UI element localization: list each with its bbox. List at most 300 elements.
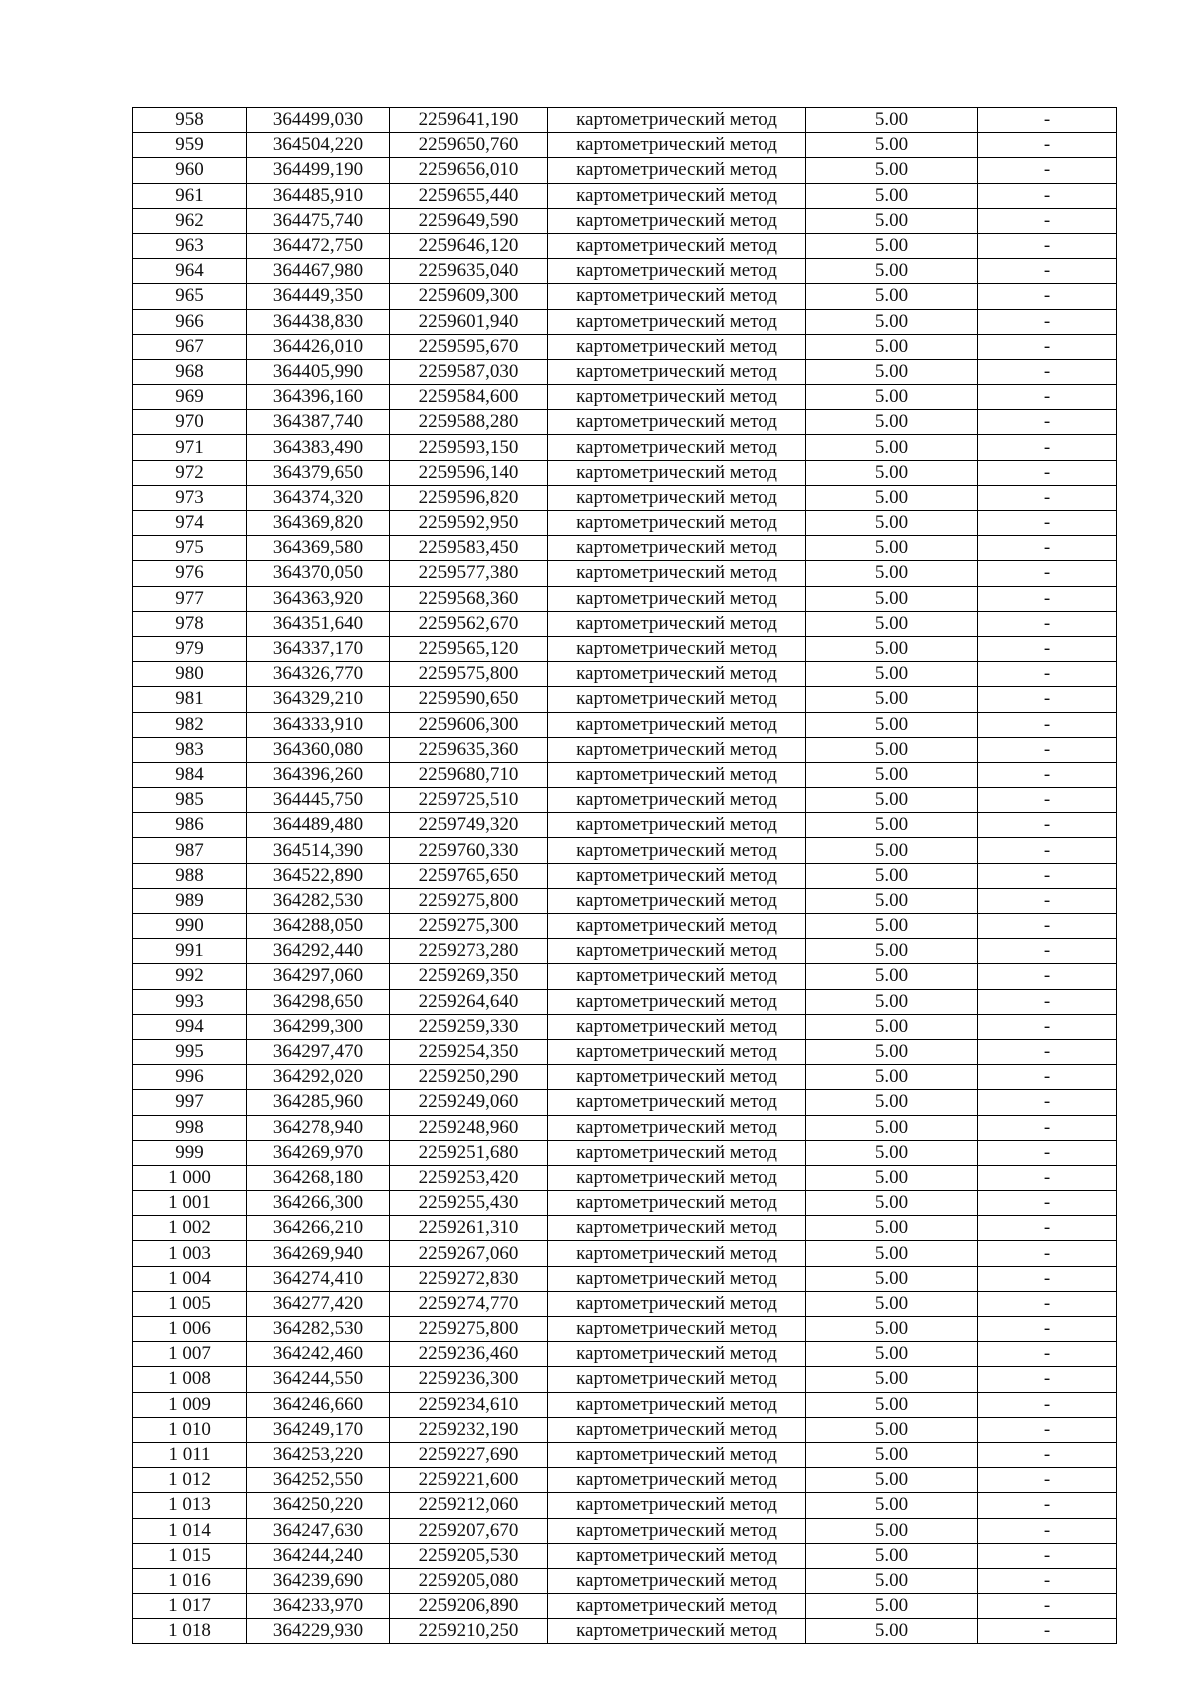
cell-coord-y: 2259248,960 [390, 1115, 548, 1140]
cell-method: картометрический метод [548, 737, 806, 762]
cell-method: картометрический метод [548, 1140, 806, 1165]
cell-method: картометрический метод [548, 1090, 806, 1115]
cell-accuracy: 5.00 [806, 1165, 978, 1190]
cell-method: картометрический метод [548, 208, 806, 233]
cell-accuracy: 5.00 [806, 1241, 978, 1266]
cell-coord-x: 364292,440 [247, 939, 390, 964]
cell-accuracy: 5.00 [806, 435, 978, 460]
cell-method: картометрический метод [548, 813, 806, 838]
cell-method: картометрический метод [548, 788, 806, 813]
cell-coord-y: 2259655,440 [390, 183, 548, 208]
cell-coord-x: 364282,530 [247, 888, 390, 913]
cell-point-number: 970 [133, 410, 247, 435]
cell-note: - [978, 133, 1117, 158]
cell-point-number: 979 [133, 636, 247, 661]
table-row [133, 989, 1117, 1014]
cell-coord-x: 364514,390 [247, 838, 390, 863]
cell-point-number: 993 [133, 989, 247, 1014]
table-row [133, 284, 1117, 309]
cell-coord-x: 364360,080 [247, 737, 390, 762]
cell-method: картометрический метод [548, 914, 806, 939]
cell-accuracy: 5.00 [806, 359, 978, 384]
cell-note: - [978, 838, 1117, 863]
cell-coord-x: 364475,740 [247, 208, 390, 233]
cell-method: картометрический метод [548, 611, 806, 636]
cell-point-number: 985 [133, 788, 247, 813]
table-row [133, 1140, 1117, 1165]
cell-coord-y: 2259227,690 [390, 1442, 548, 1467]
cell-point-number: 989 [133, 888, 247, 913]
cell-accuracy: 5.00 [806, 208, 978, 233]
cell-note: - [978, 1342, 1117, 1367]
table-row [133, 737, 1117, 762]
table-row [133, 1090, 1117, 1115]
cell-coord-y: 2259275,800 [390, 1317, 548, 1342]
cell-note: - [978, 309, 1117, 334]
cell-note: - [978, 611, 1117, 636]
cell-coord-y: 2259205,530 [390, 1543, 548, 1568]
cell-point-number: 978 [133, 611, 247, 636]
cell-coord-x: 364274,410 [247, 1266, 390, 1291]
table-row [133, 1468, 1117, 1493]
cell-note: - [978, 1619, 1117, 1644]
cell-note: - [978, 460, 1117, 485]
cell-accuracy: 5.00 [806, 536, 978, 561]
cell-accuracy: 5.00 [806, 1417, 978, 1442]
cell-accuracy: 5.00 [806, 1014, 978, 1039]
cell-method: картометрический метод [548, 1115, 806, 1140]
table-row [133, 1216, 1117, 1241]
cell-coord-y: 2259596,140 [390, 460, 548, 485]
cell-coord-x: 364504,220 [247, 133, 390, 158]
cell-point-number: 987 [133, 838, 247, 863]
cell-coord-x: 364285,960 [247, 1090, 390, 1115]
cell-accuracy: 5.00 [806, 611, 978, 636]
cell-accuracy: 5.00 [806, 1090, 978, 1115]
table-row [133, 158, 1117, 183]
cell-point-number: 981 [133, 687, 247, 712]
cell-method: картометрический метод [548, 385, 806, 410]
cell-point-number: 1 010 [133, 1417, 247, 1442]
cell-accuracy: 5.00 [806, 737, 978, 762]
cell-coord-y: 2259236,460 [390, 1342, 548, 1367]
cell-method: картометрический метод [548, 762, 806, 787]
cell-note: - [978, 334, 1117, 359]
table-row [133, 762, 1117, 787]
cell-note: - [978, 863, 1117, 888]
cell-point-number: 980 [133, 662, 247, 687]
cell-method: картометрический метод [548, 1291, 806, 1316]
cell-coord-y: 2259641,190 [390, 108, 548, 133]
cell-coord-x: 364250,220 [247, 1493, 390, 1518]
cell-point-number: 977 [133, 586, 247, 611]
cell-method: картометрический метод [548, 964, 806, 989]
cell-coord-y: 2259250,290 [390, 1065, 548, 1090]
table-row [133, 1417, 1117, 1442]
cell-coord-x: 364337,170 [247, 636, 390, 661]
cell-coord-y: 2259588,280 [390, 410, 548, 435]
cell-point-number: 994 [133, 1014, 247, 1039]
table-row [133, 359, 1117, 384]
table-row [133, 914, 1117, 939]
cell-note: - [978, 1417, 1117, 1442]
cell-point-number: 1 012 [133, 1468, 247, 1493]
cell-coord-x: 364249,170 [247, 1417, 390, 1442]
cell-accuracy: 5.00 [806, 259, 978, 284]
cell-accuracy: 5.00 [806, 964, 978, 989]
cell-method: картометрический метод [548, 636, 806, 661]
cell-point-number: 1 008 [133, 1367, 247, 1392]
cell-point-number: 983 [133, 737, 247, 762]
cell-coord-y: 2259649,590 [390, 208, 548, 233]
cell-coord-y: 2259206,890 [390, 1594, 548, 1619]
cell-coord-y: 2259609,300 [390, 284, 548, 309]
cell-coord-x: 364244,550 [247, 1367, 390, 1392]
cell-accuracy: 5.00 [806, 1367, 978, 1392]
cell-note: - [978, 284, 1117, 309]
cell-method: картометрический метод [548, 259, 806, 284]
cell-coord-y: 2259210,250 [390, 1619, 548, 1644]
cell-point-number: 962 [133, 208, 247, 233]
cell-coord-x: 364297,060 [247, 964, 390, 989]
cell-accuracy: 5.00 [806, 133, 978, 158]
cell-point-number: 1 016 [133, 1568, 247, 1593]
cell-point-number: 966 [133, 309, 247, 334]
cell-coord-y: 2259646,120 [390, 233, 548, 258]
cell-accuracy: 5.00 [806, 1392, 978, 1417]
cell-coord-x: 364282,530 [247, 1317, 390, 1342]
table-row [133, 636, 1117, 661]
cell-note: - [978, 1039, 1117, 1064]
cell-method: картометрический метод [548, 712, 806, 737]
cell-note: - [978, 989, 1117, 1014]
cell-method: картометрический метод [548, 1594, 806, 1619]
cell-coord-y: 2259275,800 [390, 888, 548, 913]
cell-coord-x: 364268,180 [247, 1165, 390, 1190]
cell-point-number: 967 [133, 334, 247, 359]
cell-accuracy: 5.00 [806, 1543, 978, 1568]
cell-note: - [978, 233, 1117, 258]
table-row [133, 1039, 1117, 1064]
cell-coord-x: 364369,580 [247, 536, 390, 561]
cell-coord-y: 2259583,450 [390, 536, 548, 561]
cell-coord-y: 2259272,830 [390, 1266, 548, 1291]
cell-method: картометрический метод [548, 1317, 806, 1342]
cell-note: - [978, 359, 1117, 384]
cell-method: картометрический метод [548, 1342, 806, 1367]
table-row [133, 586, 1117, 611]
cell-coord-x: 364266,210 [247, 1216, 390, 1241]
cell-accuracy: 5.00 [806, 1518, 978, 1543]
cell-point-number: 963 [133, 233, 247, 258]
cell-note: - [978, 1090, 1117, 1115]
cell-accuracy: 5.00 [806, 233, 978, 258]
cell-point-number: 1 004 [133, 1266, 247, 1291]
cell-accuracy: 5.00 [806, 1065, 978, 1090]
cell-method: картометрический метод [548, 1266, 806, 1291]
cell-accuracy: 5.00 [806, 561, 978, 586]
cell-note: - [978, 1594, 1117, 1619]
table-row [133, 813, 1117, 838]
cell-coord-y: 2259725,510 [390, 788, 548, 813]
cell-method: картометрический метод [548, 158, 806, 183]
cell-point-number: 974 [133, 511, 247, 536]
cell-note: - [978, 108, 1117, 133]
table-row [133, 662, 1117, 687]
cell-point-number: 1 018 [133, 1619, 247, 1644]
cell-note: - [978, 762, 1117, 787]
cell-coord-x: 364522,890 [247, 863, 390, 888]
cell-coord-x: 364449,350 [247, 284, 390, 309]
cell-coord-y: 2259259,330 [390, 1014, 548, 1039]
cell-method: картометрический метод [548, 1543, 806, 1568]
cell-coord-y: 2259212,060 [390, 1493, 548, 1518]
cell-method: картометрический метод [548, 359, 806, 384]
cell-coord-x: 364298,650 [247, 989, 390, 1014]
cell-coord-y: 2259267,060 [390, 1241, 548, 1266]
table-row [133, 1014, 1117, 1039]
cell-method: картометрический метод [548, 1392, 806, 1417]
table-row [133, 1241, 1117, 1266]
table-row [133, 233, 1117, 258]
table-row [133, 788, 1117, 813]
table-row [133, 259, 1117, 284]
cell-coord-y: 2259601,940 [390, 309, 548, 334]
cell-note: - [978, 1291, 1117, 1316]
table-row [133, 208, 1117, 233]
cell-note: - [978, 1543, 1117, 1568]
cell-method: картометрический метод [548, 1493, 806, 1518]
cell-accuracy: 5.00 [806, 1468, 978, 1493]
table-row [133, 1291, 1117, 1316]
cell-accuracy: 5.00 [806, 1115, 978, 1140]
cell-coord-y: 2259568,360 [390, 586, 548, 611]
cell-accuracy: 5.00 [806, 158, 978, 183]
cell-coord-x: 364333,910 [247, 712, 390, 737]
table-row [133, 485, 1117, 510]
cell-note: - [978, 737, 1117, 762]
cell-coord-x: 364396,160 [247, 385, 390, 410]
cell-accuracy: 5.00 [806, 636, 978, 661]
cell-coord-x: 364242,460 [247, 1342, 390, 1367]
cell-method: картометрический метод [548, 410, 806, 435]
cell-accuracy: 5.00 [806, 914, 978, 939]
table-row [133, 687, 1117, 712]
cell-coord-y: 2259577,380 [390, 561, 548, 586]
cell-accuracy: 5.00 [806, 1594, 978, 1619]
table-row [133, 1065, 1117, 1090]
cell-point-number: 982 [133, 712, 247, 737]
cell-method: картометрический метод [548, 863, 806, 888]
cell-method: картометрический метод [548, 1518, 806, 1543]
cell-method: картометрический метод [548, 1468, 806, 1493]
cell-method: картометрический метод [548, 1216, 806, 1241]
cell-method: картометрический метод [548, 687, 806, 712]
cell-coord-y: 2259207,670 [390, 1518, 548, 1543]
cell-coord-y: 2259261,310 [390, 1216, 548, 1241]
cell-coord-x: 364269,970 [247, 1140, 390, 1165]
cell-coord-y: 2259232,190 [390, 1417, 548, 1442]
cell-coord-x: 364369,820 [247, 511, 390, 536]
cell-method: картометрический метод [548, 133, 806, 158]
cell-coord-x: 364253,220 [247, 1442, 390, 1467]
cell-method: картометрический метод [548, 1619, 806, 1644]
table-row [133, 334, 1117, 359]
cell-coord-y: 2259565,120 [390, 636, 548, 661]
cell-coord-x: 364246,660 [247, 1392, 390, 1417]
table-row [133, 964, 1117, 989]
cell-point-number: 988 [133, 863, 247, 888]
cell-coord-x: 364239,690 [247, 1568, 390, 1593]
table-row [133, 888, 1117, 913]
cell-method: картометрический метод [548, 435, 806, 460]
cell-method: картометрический метод [548, 485, 806, 510]
cell-coord-y: 2259584,600 [390, 385, 548, 410]
cell-note: - [978, 1392, 1117, 1417]
table-row [133, 309, 1117, 334]
cell-accuracy: 5.00 [806, 1039, 978, 1064]
table-row [133, 712, 1117, 737]
cell-coord-y: 2259587,030 [390, 359, 548, 384]
cell-point-number: 959 [133, 133, 247, 158]
cell-coord-y: 2259606,300 [390, 712, 548, 737]
cell-method: картометрический метод [548, 1191, 806, 1216]
cell-point-number: 991 [133, 939, 247, 964]
cell-note: - [978, 636, 1117, 661]
cell-coord-y: 2259635,360 [390, 737, 548, 762]
cell-point-number: 969 [133, 385, 247, 410]
cell-point-number: 964 [133, 259, 247, 284]
table-row [133, 1317, 1117, 1342]
coordinates-table-body [133, 108, 1117, 1644]
cell-accuracy: 5.00 [806, 838, 978, 863]
cell-note: - [978, 1216, 1117, 1241]
table-row [133, 838, 1117, 863]
cell-note: - [978, 662, 1117, 687]
cell-point-number: 973 [133, 485, 247, 510]
cell-note: - [978, 712, 1117, 737]
cell-note: - [978, 1115, 1117, 1140]
cell-point-number: 968 [133, 359, 247, 384]
cell-accuracy: 5.00 [806, 939, 978, 964]
cell-note: - [978, 561, 1117, 586]
table-row [133, 561, 1117, 586]
cell-point-number: 1 015 [133, 1543, 247, 1568]
cell-note: - [978, 259, 1117, 284]
cell-accuracy: 5.00 [806, 1140, 978, 1165]
coordinates-table [132, 107, 1117, 1644]
cell-point-number: 976 [133, 561, 247, 586]
cell-coord-x: 364297,470 [247, 1039, 390, 1064]
table-row [133, 133, 1117, 158]
cell-point-number: 984 [133, 762, 247, 787]
cell-accuracy: 5.00 [806, 1493, 978, 1518]
cell-point-number: 1 003 [133, 1241, 247, 1266]
cell-coord-x: 364426,010 [247, 334, 390, 359]
cell-accuracy: 5.00 [806, 813, 978, 838]
cell-coord-x: 364233,970 [247, 1594, 390, 1619]
cell-method: картометрический метод [548, 536, 806, 561]
cell-method: картометрический метод [548, 939, 806, 964]
cell-accuracy: 5.00 [806, 309, 978, 334]
cell-point-number: 1 017 [133, 1594, 247, 1619]
cell-method: картометрический метод [548, 233, 806, 258]
cell-accuracy: 5.00 [806, 385, 978, 410]
cell-coord-x: 364445,750 [247, 788, 390, 813]
cell-coord-x: 364247,630 [247, 1518, 390, 1543]
cell-point-number: 1 011 [133, 1442, 247, 1467]
cell-point-number: 1 002 [133, 1216, 247, 1241]
cell-method: картометрический метод [548, 1165, 806, 1190]
table-row [133, 1342, 1117, 1367]
cell-note: - [978, 914, 1117, 939]
cell-coord-y: 2259205,080 [390, 1568, 548, 1593]
cell-coord-x: 364374,320 [247, 485, 390, 510]
cell-method: картометрический метод [548, 1568, 806, 1593]
cell-coord-y: 2259269,350 [390, 964, 548, 989]
cell-accuracy: 5.00 [806, 1317, 978, 1342]
cell-note: - [978, 964, 1117, 989]
cell-coord-y: 2259592,950 [390, 511, 548, 536]
cell-accuracy: 5.00 [806, 108, 978, 133]
cell-coord-x: 364292,020 [247, 1065, 390, 1090]
cell-coord-y: 2259680,710 [390, 762, 548, 787]
cell-coord-y: 2259650,760 [390, 133, 548, 158]
cell-method: картометрический метод [548, 460, 806, 485]
table-row [133, 1392, 1117, 1417]
cell-accuracy: 5.00 [806, 511, 978, 536]
cell-method: картометрический метод [548, 989, 806, 1014]
cell-coord-y: 2259275,300 [390, 914, 548, 939]
cell-note: - [978, 1191, 1117, 1216]
table-row [133, 1367, 1117, 1392]
cell-coord-x: 364244,240 [247, 1543, 390, 1568]
cell-point-number: 999 [133, 1140, 247, 1165]
cell-coord-y: 2259765,650 [390, 863, 548, 888]
cell-note: - [978, 586, 1117, 611]
cell-coord-y: 2259249,060 [390, 1090, 548, 1115]
cell-note: - [978, 1266, 1117, 1291]
cell-accuracy: 5.00 [806, 1216, 978, 1241]
cell-note: - [978, 1014, 1117, 1039]
table-row [133, 435, 1117, 460]
cell-accuracy: 5.00 [806, 334, 978, 359]
cell-coord-x: 364277,420 [247, 1291, 390, 1316]
cell-note: - [978, 1518, 1117, 1543]
cell-coord-y: 2259760,330 [390, 838, 548, 863]
cell-point-number: 972 [133, 460, 247, 485]
cell-coord-x: 364278,940 [247, 1115, 390, 1140]
cell-coord-x: 364467,980 [247, 259, 390, 284]
table-row [133, 939, 1117, 964]
cell-coord-y: 2259635,040 [390, 259, 548, 284]
cell-accuracy: 5.00 [806, 863, 978, 888]
cell-note: - [978, 788, 1117, 813]
table-row [133, 511, 1117, 536]
cell-coord-y: 2259264,640 [390, 989, 548, 1014]
cell-note: - [978, 410, 1117, 435]
cell-note: - [978, 511, 1117, 536]
table-row [133, 1442, 1117, 1467]
cell-coord-y: 2259273,280 [390, 939, 548, 964]
cell-point-number: 1 013 [133, 1493, 247, 1518]
cell-coord-y: 2259656,010 [390, 158, 548, 183]
cell-coord-x: 364299,300 [247, 1014, 390, 1039]
cell-coord-y: 2259562,670 [390, 611, 548, 636]
cell-point-number: 971 [133, 435, 247, 460]
cell-coord-x: 364499,190 [247, 158, 390, 183]
cell-coord-x: 364329,210 [247, 687, 390, 712]
